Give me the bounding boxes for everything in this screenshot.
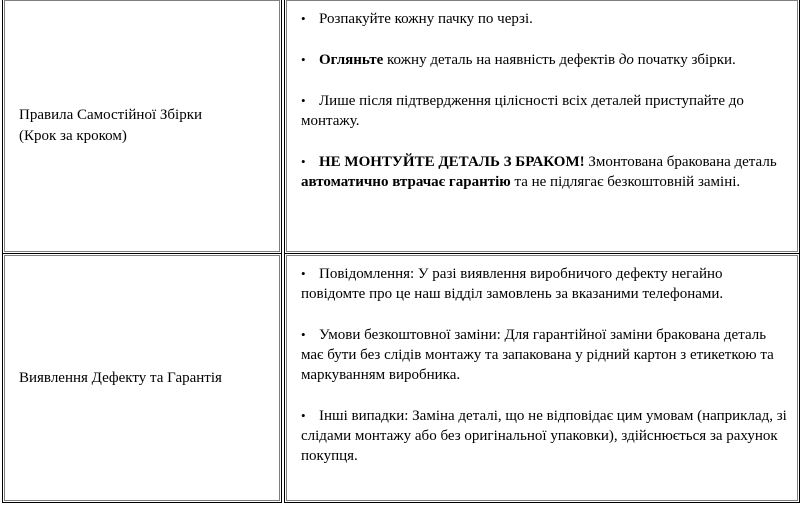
list-item bbox=[299, 91, 789, 131]
bullet-icon: • bbox=[301, 266, 306, 281]
bullet-icon: • bbox=[301, 52, 306, 67]
row-2-label bbox=[19, 368, 222, 389]
list-item-text: Розпакуйте кожну пачку по черзі. bbox=[319, 11, 533, 27]
list-item bbox=[299, 9, 789, 29]
list-item-bold-text: НЕ МОНТУЙТЕ ДЕТАЛЬ З БРАКОМ! bbox=[319, 154, 585, 170]
list-item-text: початку збірки. bbox=[633, 52, 736, 68]
list-item-bold-text: автоматично втрачає гарантію bbox=[301, 174, 511, 190]
list-item-bold-text: Огляньте bbox=[319, 52, 384, 68]
list-item bbox=[299, 325, 789, 385]
list-item bbox=[299, 152, 789, 192]
bullet-icon: • bbox=[301, 154, 306, 169]
list-item-text: Змонтована бракована деталь bbox=[584, 154, 777, 170]
list-item-text: та не підлягає безкоштовній заміні. bbox=[510, 174, 741, 190]
row-1-content-cell bbox=[284, 0, 800, 254]
list-item bbox=[299, 406, 789, 466]
row-2-label-line-1: Виявлення Дефекту та Гарантія bbox=[19, 369, 222, 386]
row-2-content-cell bbox=[284, 253, 800, 503]
list-item-text: кожну деталь на наявність дефектів bbox=[383, 52, 619, 68]
row-1-label-line-1: Правила Самостійної Збірки bbox=[19, 107, 203, 123]
bullet-icon: • bbox=[301, 11, 306, 26]
bullet-icon: • bbox=[301, 408, 306, 423]
bullet-icon: • bbox=[301, 93, 306, 108]
row-2-label-cell bbox=[2, 253, 282, 503]
list-item-text: Інші випадки: Заміна деталі, що не відповідає цим умовам (наприклад, зі слідами монтажу або без оригінальної упаковки), здійснюється за рахунок покупця. bbox=[301, 408, 787, 464]
list-item-text: Умови безкоштовної заміни: Для гарантійної заміни бракована деталь має бути без слідів монтажу та запакована у рідний картон з етикеткою та маркуванням виробника. bbox=[301, 327, 774, 383]
row-1-label-line-2: (Крок за кроком) bbox=[19, 128, 127, 144]
row-1-label bbox=[19, 105, 202, 147]
row-1-label-cell bbox=[2, 0, 282, 254]
bullet-icon: • bbox=[301, 327, 306, 342]
list-item-text: Повідомлення: У разі виявлення виробничого дефекту негайно повідомте про це наш відділ замовлень за вказаними телефонами. bbox=[301, 266, 724, 302]
list-item-italic-text: до bbox=[618, 52, 634, 68]
list-item bbox=[299, 50, 789, 70]
list-item bbox=[299, 264, 789, 304]
list-item-text: Лише після підтвердження цілісності всіх деталей приступайте до монтажу. bbox=[301, 93, 744, 129]
